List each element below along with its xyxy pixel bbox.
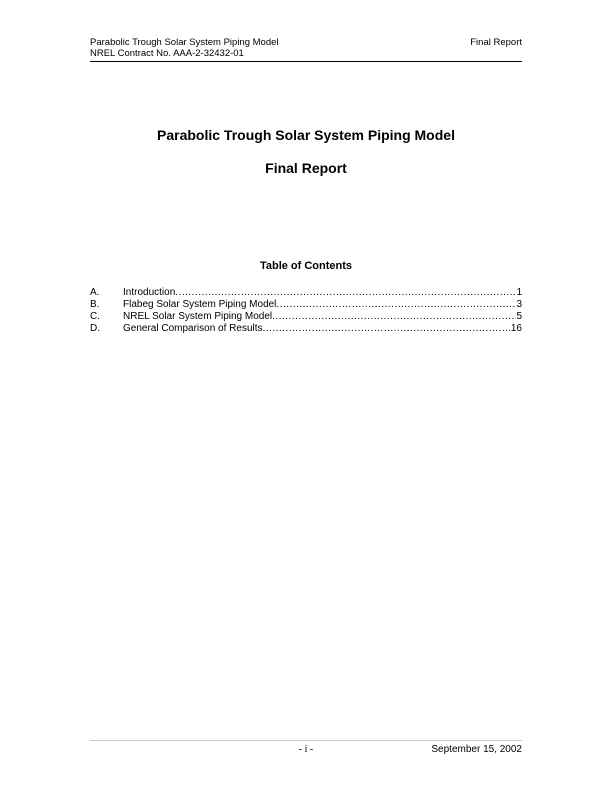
header-report-type: Final Report <box>470 37 522 48</box>
header-contract-number: NREL Contract No. AAA-2-32432-01 <box>90 48 244 59</box>
header-document-title: Parabolic Trough Solar System Piping Model <box>90 37 279 48</box>
toc-entry-page[interactable]: 16 <box>510 323 522 334</box>
toc-entry-letter: D. <box>90 323 100 334</box>
toc-entry-title[interactable]: General Comparison of Results <box>123 323 263 334</box>
header-divider <box>90 61 522 62</box>
table-of-contents <box>90 287 522 335</box>
toc-entry-title[interactable]: Flabeg Solar System Piping Model <box>123 299 277 310</box>
toc-dot-leader <box>272 311 516 323</box>
document-title: Parabolic Trough Solar System Piping Model <box>157 127 455 143</box>
toc-entry-page[interactable]: 3 <box>516 299 522 310</box>
document-subtitle: Final Report <box>265 160 347 176</box>
toc-entry-comparison[interactable] <box>90 323 522 335</box>
footer-date: September 15, 2002 <box>431 744 522 755</box>
toc-heading: Table of Contents <box>259 260 353 272</box>
toc-entry-letter: A. <box>90 287 100 298</box>
footer-page-number: - i - <box>298 744 314 755</box>
toc-entry-flabeg-model[interactable] <box>90 299 522 311</box>
toc-dot-leader <box>276 299 516 311</box>
page-header <box>90 37 522 59</box>
toc-entry-letter: B. <box>90 299 100 310</box>
footer-divider <box>90 740 522 741</box>
toc-dot-leader <box>175 287 516 299</box>
toc-entry-title[interactable]: NREL Solar System Piping Model <box>123 311 273 322</box>
toc-entry-page[interactable]: 1 <box>516 287 522 298</box>
toc-entry-nrel-model[interactable] <box>90 311 522 323</box>
toc-entry-letter: C. <box>90 311 100 322</box>
header-top-row <box>90 37 522 48</box>
toc-dot-leader <box>263 323 511 335</box>
toc-entry-title[interactable]: Introduction <box>123 287 176 298</box>
toc-entry-introduction[interactable] <box>90 287 522 299</box>
toc-entry-page[interactable]: 5 <box>516 311 522 322</box>
